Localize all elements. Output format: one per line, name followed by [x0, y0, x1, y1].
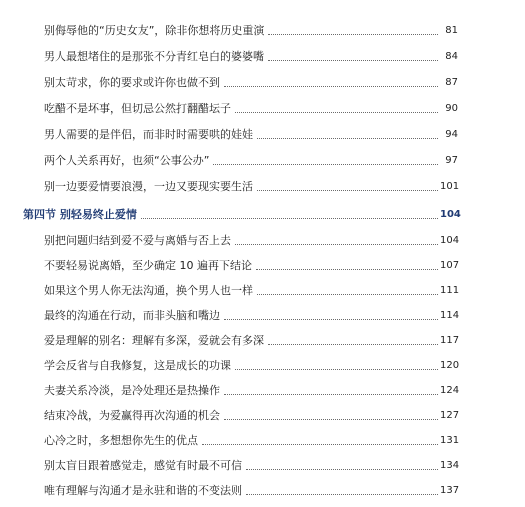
toc-row[interactable]: [44, 276, 458, 298]
toc-row[interactable]: [44, 301, 458, 323]
toc-leader: [202, 443, 438, 445]
toc-leader: [213, 163, 438, 165]
toc-leader: [257, 293, 438, 295]
toc-leader: [224, 393, 438, 395]
toc-row[interactable]: [44, 94, 458, 116]
toc-page-number: 87: [445, 77, 458, 88]
toc-row[interactable]: [44, 351, 458, 373]
toc-leader: [224, 418, 438, 420]
toc-page-number: 107: [440, 260, 460, 271]
toc-leader: [224, 85, 438, 87]
toc-title: 别一边要爱情要浪漫，一边又要现实要生活: [44, 180, 253, 193]
toc-title: 爱是理解的别名：理解有多深，爱就会有多深: [44, 334, 264, 347]
toc-title: 结束冷战，为爱赢得再次沟通的机会: [44, 409, 220, 422]
toc-leader: [268, 33, 438, 35]
toc-row[interactable]: [44, 451, 458, 473]
toc-row[interactable]: [44, 326, 458, 348]
toc-page-number: 120: [440, 360, 460, 371]
toc-leader: [268, 343, 438, 345]
toc-title: 如果这个男人你无法沟通，换个男人也一样: [44, 284, 253, 297]
toc-title: 不要轻易说离婚，至少确定 10 遍再下结论: [44, 259, 252, 272]
toc-row[interactable]: [44, 251, 458, 273]
toc-page-number: 124: [440, 385, 460, 396]
toc-title: 两个人关系再好，也须“公事公办”: [44, 154, 210, 167]
toc-leader: [141, 217, 438, 219]
toc-leader: [257, 137, 438, 139]
toc-row[interactable]: [44, 146, 458, 168]
toc-leader: [257, 189, 438, 191]
toc-leader: [235, 111, 438, 113]
toc-section-heading[interactable]: [23, 200, 461, 222]
toc-title: 别把问题归结到爱不爱与离婚与否上去: [44, 234, 231, 247]
toc-page-number: 97: [445, 155, 458, 166]
toc-leader: [256, 268, 438, 270]
toc-page-number: 114: [440, 310, 460, 321]
toc-leader: [246, 493, 438, 495]
toc-title: 夫妻关系冷淡，是冷处理还是热操作: [44, 384, 220, 397]
toc-page-number: 90: [445, 103, 458, 114]
toc-row[interactable]: [44, 401, 458, 423]
toc-page-number: 131: [440, 435, 460, 446]
toc-page-number: 111: [440, 285, 460, 296]
toc-title: 别侮辱他的“历史女友”，除非你想将历史重演: [44, 24, 265, 37]
toc-row[interactable]: [44, 16, 458, 38]
toc-title: 别太苛求，你的要求或许你也做不到: [44, 76, 220, 89]
toc-leader: [235, 243, 438, 245]
toc-leader: [224, 318, 438, 320]
toc-page-number: 137: [440, 485, 460, 496]
toc-leader: [235, 368, 438, 370]
toc-title: 最终的沟通在行动，而非头脑和嘴边: [44, 309, 220, 322]
toc-title: 吃醋不是坏事，但切忌公然打翻醋坛子: [44, 102, 231, 115]
toc-leader: [246, 468, 438, 470]
toc-row[interactable]: [44, 376, 458, 398]
toc-title: 男人最想堵住的是那张不分青红皂白的婆婆嘴: [44, 50, 264, 63]
toc-title: 学会反省与自我修复，这是成长的功课: [44, 359, 231, 372]
toc-leader: [268, 59, 438, 61]
toc-title: 别太盲目跟着感觉走，感觉有时最不可信: [44, 459, 242, 472]
toc-row[interactable]: [44, 476, 458, 498]
toc-title: 心冷之时，多想想你先生的优点: [44, 434, 198, 447]
toc-page-number: 104: [440, 235, 460, 246]
toc-row[interactable]: [44, 426, 458, 448]
toc-row[interactable]: [44, 68, 458, 90]
toc-page-number: 81: [445, 25, 458, 36]
toc-page-number: 117: [440, 335, 460, 346]
toc-page-number: 84: [445, 51, 458, 62]
toc-title: 男人需要的是伴侣，而非时时需要哄的娃娃: [44, 128, 253, 141]
toc-row[interactable]: [44, 120, 458, 142]
toc-row[interactable]: [44, 172, 458, 194]
toc-row[interactable]: [44, 226, 458, 248]
toc-page-number: 94: [445, 129, 458, 140]
toc-page-number: 104: [440, 209, 461, 220]
toc-title: 唯有理解与沟通才是永驻和谐的不变法则: [44, 484, 242, 497]
toc-page-number: 134: [440, 460, 460, 471]
toc-section-title: 第四节 别轻易终止爱情: [23, 208, 137, 221]
toc-page-number: 101: [440, 181, 460, 192]
toc-page-number: 127: [440, 410, 460, 421]
toc-row[interactable]: [44, 42, 458, 64]
